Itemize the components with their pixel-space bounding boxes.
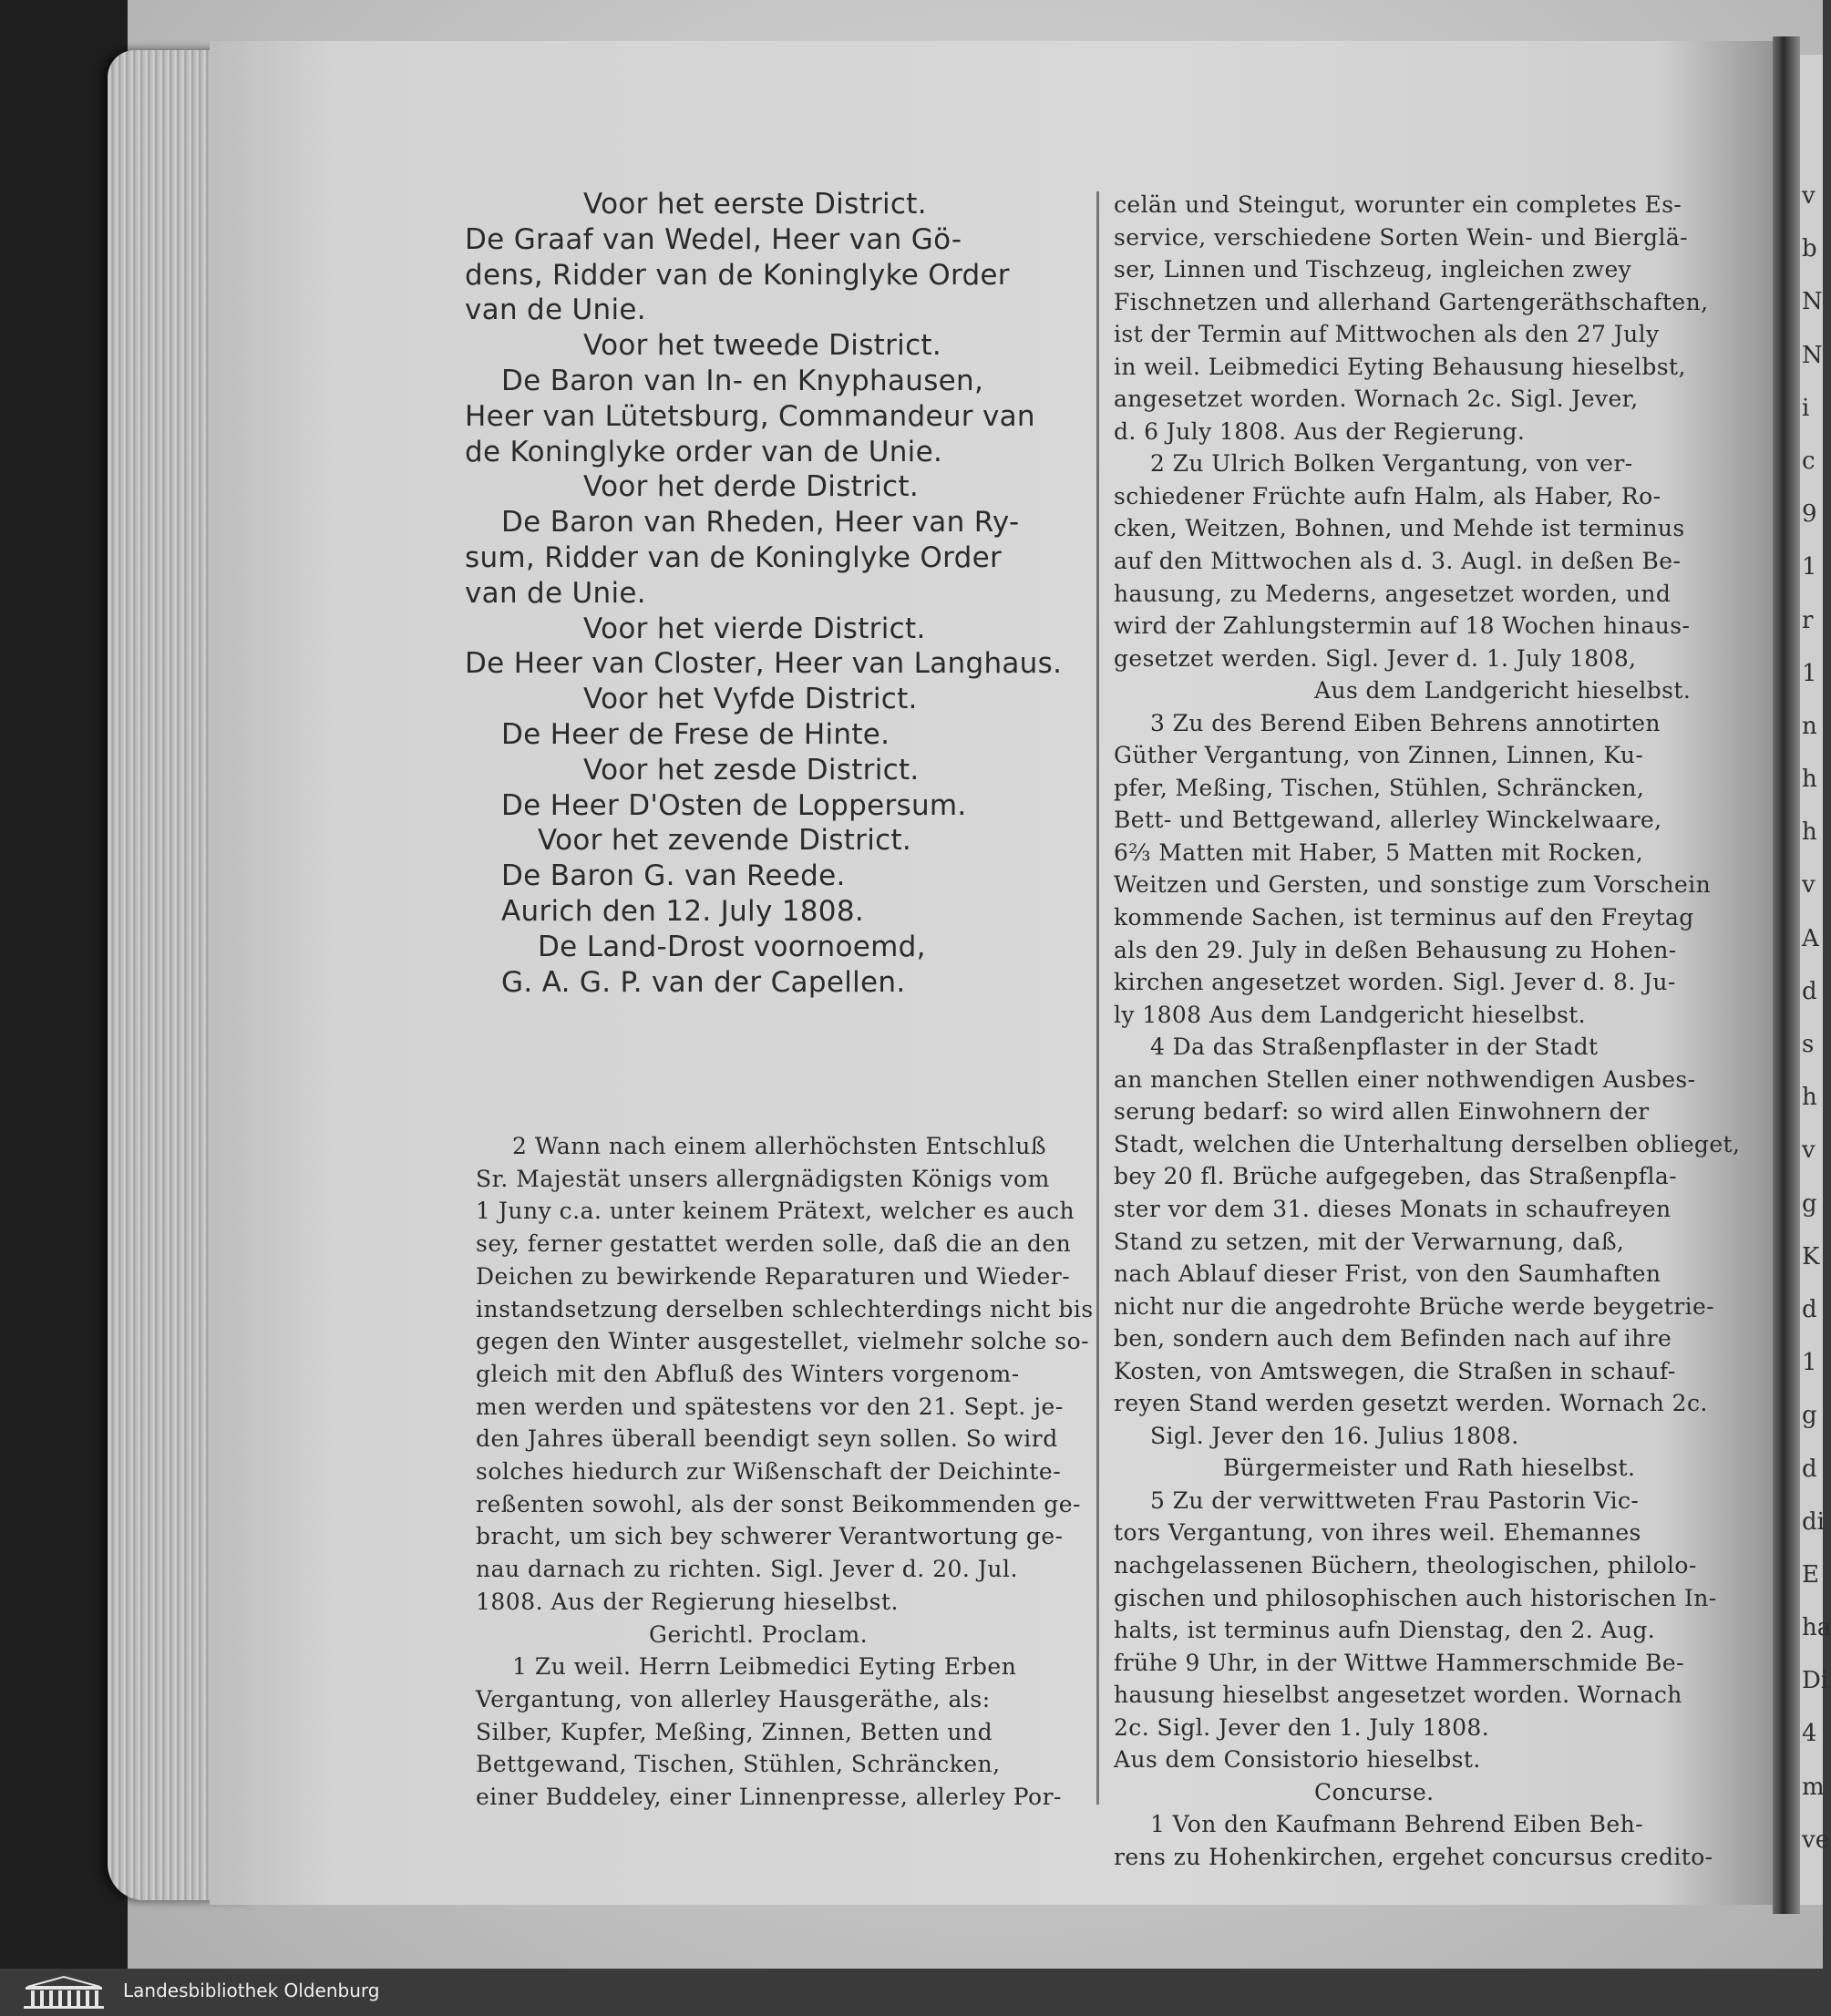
text-line: 5 Zu der verwittweten Frau Pastorin Vic- <box>1150 1486 1640 1514</box>
district-heading: Voor het zesde District. <box>583 753 920 787</box>
text-line: Weitzen und Gersten, und sonstige zum Vorschein <box>1114 871 1712 899</box>
section-heading: Gerichtl. Proclam. <box>649 1620 869 1648</box>
left-column-german-notices <box>476 1130 1094 1814</box>
authority-line: Aus dem Landgericht hieselbst. <box>1314 677 1692 705</box>
text-line: 2c. Sigl. Jever den 1. July 1808. <box>1114 1713 1490 1741</box>
authority-line: Aus dem Consistorio hieselbst. <box>1114 1746 1481 1774</box>
viewer-footer <box>0 1969 1823 2016</box>
text-line: schiedener Früchte aufn Halm, als Haber, Ro- <box>1114 482 1661 509</box>
adjacent-page-edge <box>1800 55 1831 1905</box>
adjacent-page-fragment: h <box>1802 818 1817 847</box>
text-line: 1808. Aus der Regierung hieselbst. <box>476 1588 899 1615</box>
text-line: De Graaf van Wedel, Heer van Gö- <box>465 222 962 256</box>
text-line: 4 Da das Straßenpflaster in der Stadt <box>1150 1034 1599 1061</box>
adjacent-page-fragment: d <box>1802 977 1817 1005</box>
text-line: Bett- und Bettgewand, allerley Winckelwaare, <box>1114 807 1662 834</box>
adjacent-page-fragment: 9 <box>1802 500 1817 529</box>
signature-title: De Land-Drost voornoemd, <box>538 930 926 963</box>
text-line: dens, Ridder van de Koninglyke Order <box>465 258 1010 292</box>
adjacent-page-fragment: v <box>1802 182 1816 210</box>
column-divider <box>1096 191 1099 1805</box>
text-line: service, verschiedene Sorten Wein- und Bierglä- <box>1114 223 1688 251</box>
text-line: angesetzet worden. Wornach 2c. Sigl. Jever, <box>1114 386 1639 413</box>
text-line: ser, Linnen und Tischzeug, ingleichen zwey <box>1114 256 1632 283</box>
text-line: rens zu Hohenkirchen, ergehet concursus credito- <box>1114 1843 1713 1870</box>
adjacent-page-fragment: ve <box>1802 1826 1830 1854</box>
text-line: kirchen angesetzet worden. Sigl. Jever d. 8. Ju- <box>1114 969 1676 996</box>
text-line: Bettgewand, Tischen, Stühlen, Schräncken, <box>476 1751 1001 1778</box>
adjacent-page-fragment: 1 <box>1802 553 1817 581</box>
text-line: De Baron G. van Reede. <box>501 859 846 893</box>
text-line: 3 Zu des Berend Eiben Behrens annotirten <box>1150 709 1661 736</box>
date-line: Aurich den 12. July 1808. <box>501 894 865 928</box>
adjacent-page-fragment: h <box>1802 766 1817 794</box>
adjacent-page-fragment: v <box>1802 871 1816 900</box>
text-line: Stand zu setzen, mit der Verwarnung, daß, <box>1114 1228 1625 1255</box>
text-line: Kosten, von Amtswegen, die Straßen in schauf- <box>1114 1357 1676 1384</box>
text-line: als den 29. July in deßen Behausung zu Hohen- <box>1114 936 1677 963</box>
text-line: celän und Steingut, worunter ein completes Es- <box>1114 191 1682 218</box>
text-line: den Jahres überall beendigt seyn sollen. So wird <box>476 1425 1058 1453</box>
text-line: gleich mit den Abfluß des Winters vorgenom- <box>476 1360 1020 1387</box>
right-column-german-notices <box>1114 189 1741 1873</box>
text-line: Güther Vergantung, von Zinnen, Linnen, Ku- <box>1114 742 1644 769</box>
text-line: 6⅔ Matten mit Haber, 5 Matten mit Rocken, <box>1114 838 1644 866</box>
adjacent-page-fragment: m <box>1802 1773 1825 1801</box>
district-heading: Voor het vierde District. <box>583 612 926 645</box>
text-line: men werden und spätestens vor den 21. Sept. je- <box>476 1393 1064 1420</box>
text-line: sum, Ridder van de Koninglyke Order <box>465 540 1002 574</box>
adjacent-page-fragment: n <box>1802 712 1817 740</box>
adjacent-page-fragment: r <box>1802 606 1814 634</box>
text-line: cken, Weitzen, Bohnen, und Mehde ist terminus <box>1114 515 1685 542</box>
text-line: nachgelassenen Büchern, theologischen, philolo- <box>1114 1551 1697 1579</box>
text-line: De Heer de Frese de Hinte. <box>501 717 890 751</box>
adjacent-page-fragment: Di <box>1802 1667 1829 1695</box>
text-line: nach Ablauf dieser Frist, von den Saumhaften <box>1114 1260 1661 1288</box>
adjacent-page-fragment: N <box>1802 341 1823 369</box>
text-line: auf den Mittwochen als d. 3. Augl. in deßen Be- <box>1114 548 1682 575</box>
district-heading: Voor het eerste District. <box>583 188 927 221</box>
text-line: gischen und philosophischen auch historischen In- <box>1114 1584 1717 1611</box>
adjacent-page-fragment: g <box>1802 1189 1817 1218</box>
text-line: 1 Zu weil. Herrn Leibmedici Eyting Erben <box>512 1653 1017 1681</box>
district-heading: Voor het zevende District. <box>538 824 912 858</box>
text-line: 1 Juny c.a. unter keinem Prätext, welcher es auch <box>476 1198 1075 1225</box>
adjacent-page-fragment: 1 <box>1802 1349 1817 1377</box>
text-line: bracht, um sich bey schwerer Verantwortung ge- <box>476 1523 1064 1550</box>
text-line: ist der Termin auf Mittwochen als den 27 July <box>1114 321 1660 348</box>
adjacent-page-fragment: A <box>1802 924 1819 952</box>
adjacent-page-fragment: h <box>1802 1084 1817 1112</box>
text-line: reßenten sowohl, als der sonst Beikommenden ge- <box>476 1490 1081 1517</box>
text-line: d. 6 July 1808. Aus der Regierung. <box>1114 417 1526 445</box>
text-line: Deichen zu bewirkende Reparaturen und Wieder- <box>476 1262 1071 1290</box>
text-line: 1 Von den Kaufmann Behrend Eiben Beh- <box>1150 1811 1643 1838</box>
text-line: instandsetzung derselben schlechterdings nicht bis <box>476 1295 1094 1322</box>
text-line: nau darnach zu richten. Sigl. Jever d. 20. Jul. <box>476 1556 1018 1583</box>
text-line: ly 1808 Aus dem Landgericht hieselbst. <box>1114 1001 1587 1028</box>
text-line: serung bedarf: so wird allen Einwohnern der <box>1114 1098 1650 1126</box>
text-line: Fischnetzen und allerhand Gartengeräthschaften, <box>1114 288 1709 315</box>
text-line: Vergantung, von allerley Hausgeräthe, als: <box>476 1685 991 1713</box>
section-heading: Concurse. <box>1314 1778 1435 1805</box>
adjacent-page-fragment: ha <box>1802 1614 1831 1642</box>
text-line: de Koninglyke order van de Unie. <box>465 435 943 468</box>
adjacent-page-fragment: 1 <box>1802 659 1817 687</box>
book-gutter <box>1773 36 1800 1914</box>
text-line: hausung, zu Mederns, angesetzet worden, und <box>1114 580 1672 607</box>
text-line: kommende Sachen, ist terminus auf den Freytag <box>1114 904 1694 931</box>
text-line: ben, sondern auch dem Befinden nach auf ihre <box>1114 1325 1672 1353</box>
signature-name: G. A. G. P. van der Capellen. <box>501 965 906 999</box>
text-line: 2 Zu Ulrich Bolken Vergantung, von ver- <box>1150 450 1633 478</box>
text-line: frühe 9 Uhr, in der Wittwe Hammerschmide Be- <box>1114 1649 1684 1676</box>
text-line: hausung hieselbst angesetzet worden. Wornach <box>1114 1682 1682 1709</box>
text-line: solches hiedurch zur Wißenschaft der Deichinte- <box>476 1458 1062 1486</box>
adjacent-page-fragment: 4 <box>1802 1720 1817 1748</box>
text-line: van de Unie. <box>465 293 646 327</box>
text-line: Silber, Kupfer, Meßing, Zinnen, Betten und <box>476 1718 993 1745</box>
adjacent-page-fragment: i <box>1802 394 1810 422</box>
text-line: De Baron van Rheden, Heer van Ry- <box>501 506 1020 540</box>
text-line: nicht nur die angedrohte Brüche werde beygetrie- <box>1114 1292 1715 1320</box>
text-line: van de Unie. <box>465 576 646 610</box>
text-line: gegen den Winter ausgestellet, vielmehr solche so- <box>476 1328 1090 1355</box>
text-line: in weil. Leibmedici Eyting Behausung hieselbst, <box>1114 353 1686 380</box>
text-line: Heer van Lütetsburg, Commandeur van <box>465 399 1035 433</box>
district-heading: Voor het derde District. <box>583 470 920 504</box>
text-line: De Baron van In- en Knyphausen, <box>501 364 984 397</box>
adjacent-page-fragment: b <box>1802 235 1817 263</box>
adjacent-page-fragment: g <box>1802 1402 1817 1430</box>
adjacent-page-fragment: K <box>1802 1242 1820 1270</box>
text-line: Stadt, welchen die Unterhaltung derselben oblieget, <box>1114 1130 1741 1157</box>
text-line: einer Buddeley, einer Linnenpresse, allerley Por- <box>476 1784 1062 1811</box>
text-line: ster vor dem 31. dieses Monats in schaufreyen <box>1114 1195 1672 1222</box>
adjacent-page-fragment: N <box>1802 288 1823 316</box>
text-line: pfer, Meßing, Tischen, Stühlen, Schräncken, <box>1114 774 1645 801</box>
text-line: sey, ferner gestattet werden solle, daß die an den <box>476 1230 1072 1258</box>
library-building-icon <box>18 1974 109 2011</box>
text-line: 2 Wann nach einem allerhöchsten Entschluß <box>512 1133 1047 1159</box>
adjacent-page-fragment: di <box>1802 1507 1825 1536</box>
text-line: wird der Zahlungstermin auf 18 Wochen hinaus- <box>1114 612 1691 640</box>
adjacent-page-fragment: d <box>1802 1295 1817 1323</box>
authority-line: Bürgermeister und Rath hieselbst. <box>1223 1455 1636 1482</box>
text-line: De Heer van Closter, Heer van Langhaus. <box>465 647 1063 681</box>
adjacent-page-fragment: d <box>1802 1455 1817 1483</box>
text-line: De Heer D'Osten de Loppersum. <box>501 788 967 822</box>
adjacent-page-fragment: E <box>1802 1560 1819 1589</box>
text-line: an manchen Stellen einer nothwendigen Ausbes- <box>1114 1065 1696 1093</box>
text-line: Sigl. Jever den 16. Julius 1808. <box>1150 1422 1519 1449</box>
text-line: Sr. Majestät unsers allergnädigsten Königs vom <box>476 1165 1050 1192</box>
text-line: tors Vergantung, von ihres weil. Ehemannes <box>1114 1519 1641 1547</box>
district-heading: Voor het tweede District. <box>583 329 942 363</box>
left-column-dutch-notice <box>465 187 1085 1000</box>
library-name[interactable]: Landesbibliothek Oldenburg <box>123 1980 380 2001</box>
text-line: halts, ist terminus aufn Dienstag, den 2. Aug. <box>1114 1617 1656 1644</box>
adjacent-page-fragment: s <box>1802 1031 1815 1058</box>
text-line: bey 20 fl. Brüche aufgegeben, das Straßenpfla- <box>1114 1163 1677 1190</box>
adjacent-page-fragment: c <box>1802 447 1816 475</box>
text-line: gesetzet werden. Sigl. Jever d. 1. July 1808, <box>1114 644 1637 672</box>
text-line: reyen Stand werden gesetzt werden. Wornach 2c. <box>1114 1390 1708 1417</box>
district-heading: Voor het Vyfde District. <box>583 683 918 716</box>
adjacent-page-fragment: v <box>1802 1137 1816 1165</box>
